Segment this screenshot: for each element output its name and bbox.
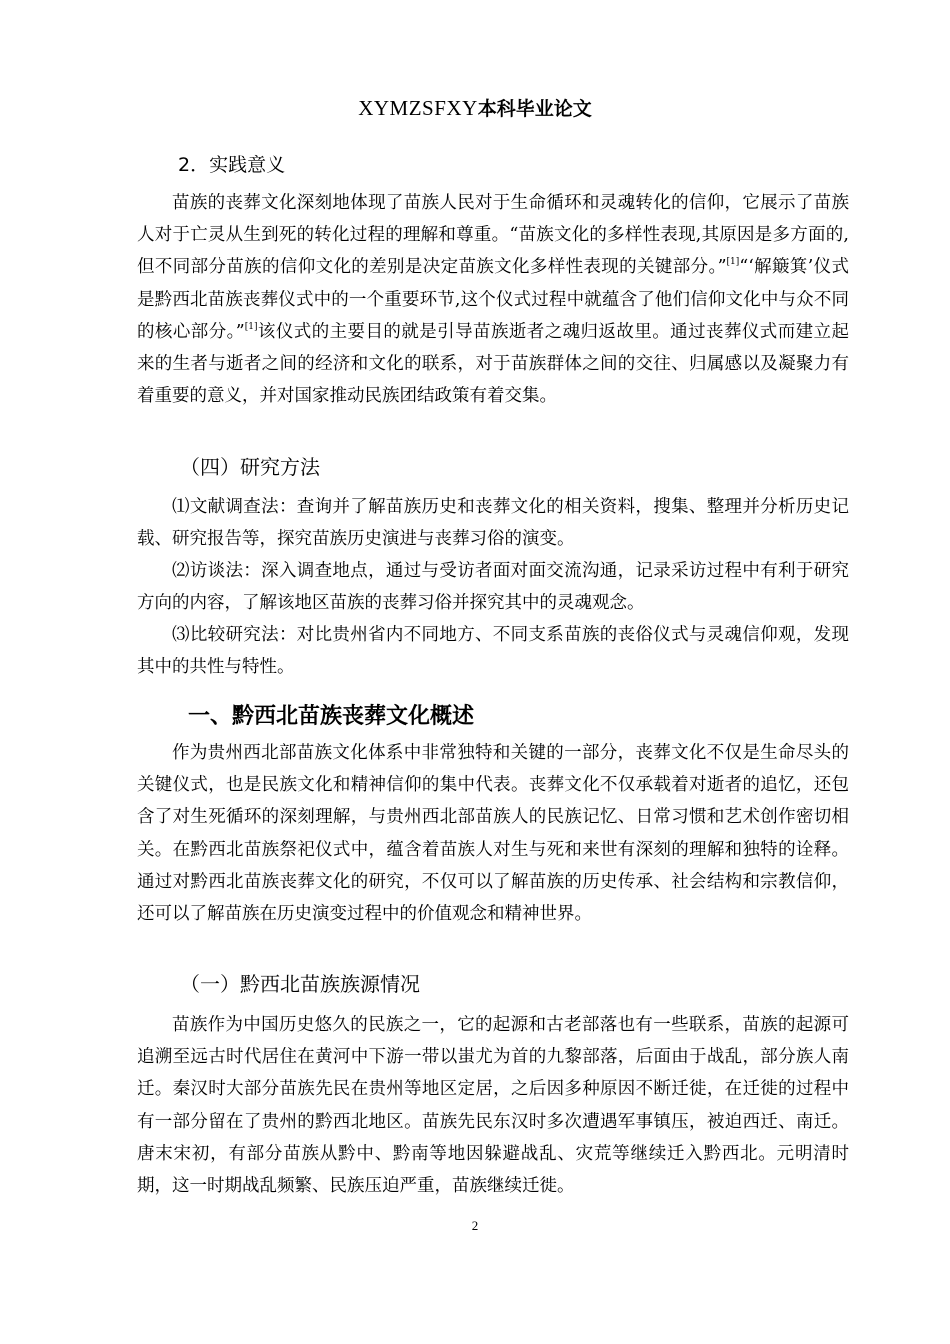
chapter-title: 一、黔西北苗族丧葬文化概述 xyxy=(188,704,475,729)
paragraph-chapter-intro: 作为贵州西北部苗族文化体系中非常独特和关键的一部分，丧葬文化不仅是生命尽头的关键仪式，也是民族文化和精神信仰的集中代表。丧葬文化不仅承载着对逝者的追忆，还包含了对生死循环的深刻理解，与贵州西北部苗族人的民族记忆、日常习惯和艺术创作密切相关。在黔西北苗族祭祀仪式中，蕴含着苗族人对生与死和来世有深刻的理解和独特的诠释。通过对黔西北苗族丧葬文化的研究，不仅可以了解苗族的历史传承、社会结构和宗教信仰，还可以了解苗族在历史演变过程中的价值观念和精神世界。 xyxy=(137,743,849,925)
heading-ethnic-origin: （一）黔西北苗族族源情况 xyxy=(180,972,420,996)
page-header xyxy=(0,94,950,123)
header-thesis-label: 本科毕业论文 xyxy=(477,98,592,120)
heading-research-methods: （四）研究方法 xyxy=(180,455,320,479)
method-comparative-study: ⑶比较研究法：对比贵州省内不同地方、不同支系苗族的丧俗仪式与灵魂信仰观，发现其中的共性与特性。 xyxy=(137,625,849,678)
paragraph-text: 苗族的丧葬文化深刻地体现了苗族人民对于生命循环和灵魂转化的信仰，它展示了苗族人对于亡灵从生到死的转化过程的理解和尊重。“苗族文化的多样性表现,其原因是多方面的,但不同部分苗族的信仰文化的差别是决定苗族文化多样性表现的关键部分。” xyxy=(137,193,849,278)
method-interview: ⑵访谈法：深入调查地点，通过与受访者面对面交流沟通，记录采访过程中有利于研究方向的内容，了解该地区苗族的丧葬习俗并探究其中的灵魂观念。 xyxy=(137,561,849,614)
citation-marker: [1] xyxy=(244,321,258,332)
paragraph-practical-significance xyxy=(137,187,849,412)
method-literature-survey: ⑴文献调查法：查询并了解苗族历史和丧葬文化的相关资料，搜集、整理并分析历史记载、研究报告等，探究苗族历史演进与丧葬习俗的演变。 xyxy=(137,497,849,550)
paragraph-text: 该仪式的主要目的就是引导苗族逝者之魂归返故里。通过丧葬仪式而建立起来的生者与逝者之间的经济和文化的联系，对于苗族群体之间的交往、归属感以及凝聚力有着重要的意义，并对国家推动民族团结政策有着交集。 xyxy=(137,321,849,407)
paragraph-text: “‘解簸箕’仪式是黔西北苗族丧葬仪式中的一个重要环节,这个仪式过程中就蕴含了他们信仰文化中与众不同的核心部分。” xyxy=(137,257,849,342)
citation-marker: [1] xyxy=(726,257,740,268)
paragraph-ethnic-origin: 苗族作为中国历史悠久的民族之一，它的起源和古老部落也有一些联系，苗族的起源可追溯至远古时代居住在黄河中下游一带以蚩尤为首的九黎部落，后面由于战乱，部分族人南迁。秦汉时大部分苗族先民在贵州等地区定居，之后因多种原因不断迁徙，在迁徙的过程中有一部分留在了贵州的黔西北地区。苗族先民东汉时多次遭遇军事镇压，被迫西迁、南迁。唐末宋初，有部分苗族从黔中、黔南等地因躲避战乱、灾荒等继续迁入黔西北。元明清时期，这一时期战乱频繁、民族压迫严重，苗族继续迁徙。 xyxy=(137,1015,849,1197)
heading-practical-significance: 2．实践意义 xyxy=(178,154,286,176)
page-number: 2 xyxy=(471,1218,479,1233)
header-school-code: XYMZSFXY xyxy=(358,96,478,120)
